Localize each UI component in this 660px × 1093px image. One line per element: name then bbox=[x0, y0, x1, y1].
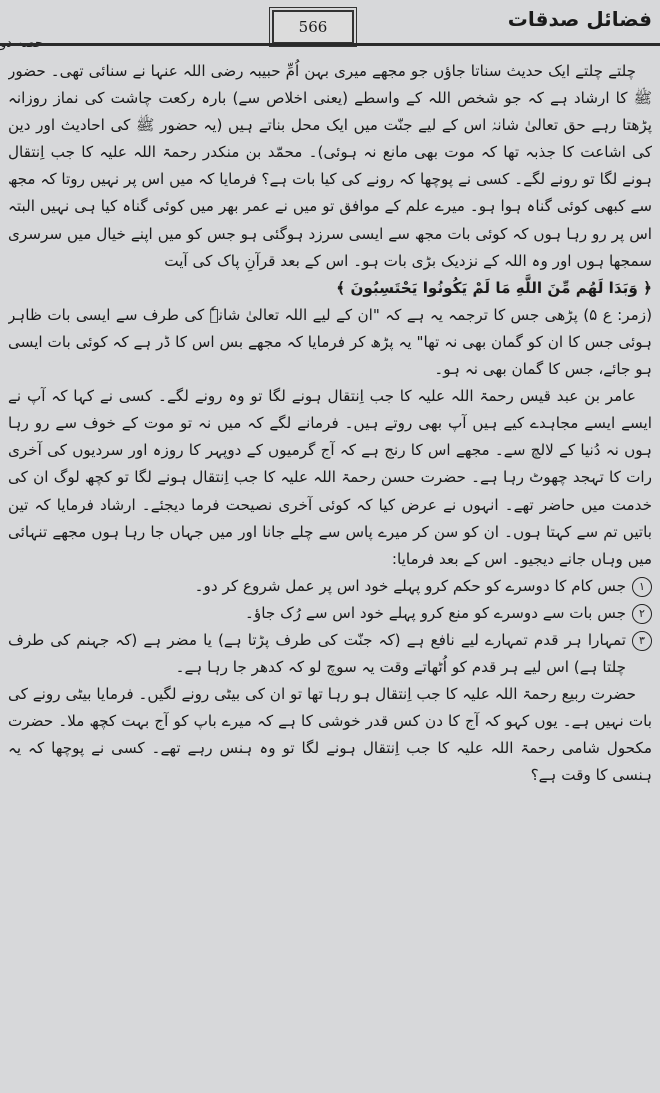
list-item bbox=[8, 600, 652, 627]
list-item-text: تمہارا ہر قدم تمہارے لیے نافع ہے (کہ جنّت کی طرف پڑتا ہے) یا مضر ہے (کہ جہنم کی طرف چلتا ہے) اس لیے ہر قدم کو اُٹھاتے وقت یہ سوچ لو کہ کدھر جا رہا ہے۔ bbox=[8, 630, 626, 677]
list-item bbox=[8, 627, 652, 681]
list-number-circle: ۳ bbox=[632, 631, 652, 651]
book-title: فضائل صدقات bbox=[507, 7, 652, 31]
page-body bbox=[8, 58, 652, 1085]
quran-verse: ﴿ وَبَدَا لَهُم مِّنَ اللَّهِ مَا لَمْ يَكُونُوا يَحْتَسِبُونَ ﴾ bbox=[336, 278, 652, 297]
list-item bbox=[8, 573, 652, 600]
header-divider bbox=[0, 43, 660, 46]
page-number-box: 566 bbox=[272, 10, 354, 44]
paragraph: عامر بن عبد قیس رحمۃ اللہ علیہ کا جب اِنتقال ہونے لگا تو وہ رونے لگے۔ کسی نے کہا کہ آپ نے ایسے ایسے مجاہدے کیے ہیں آپ بھی روتے ہیں۔ فرمانے لگے کہ میں نہ تو موت کے خوف سے رو رہا ہوں نہ دُنیا کے لالچ سے۔ مجھے اس کا رنج ہے کہ آج گرمیوں کے دوپہر کا روزہ اور سردیوں کی آخری رات کا تہجد چھوٹ رہا ہے۔ حضرت حسن رحمۃ اللہ علیہ کا جب اِنتقال ہونے لگا تو کچھ لوگ ان کی خدمت میں حاضر تھے۔ انہوں نے عرض کیا کہ کوئی آخری نصیحت فرما دیجئے۔ ارشاد فرمایا کہ تین باتیں تم سے کہتا ہوں۔ ان کو سن کر میرے پاس سے چلے جانا اور میں جہاں جا رہا ہوں مجھے تنہائی میں وہاں جانے دیجیو۔ اس کے بعد فرمایا: bbox=[8, 387, 652, 568]
list-item-text: جس بات سے دوسرے کو منع کرو پہلے خود اس سے رُک جاؤ۔ bbox=[245, 603, 626, 622]
list-number-circle: ۱ bbox=[632, 577, 652, 597]
paragraph: (زمر: ع ۵) پڑھی جس کا ترجمہ یہ ہے کہ "ان کے لیے اللہ تعالیٰ شانہٗ کی طرف سے ایسی بات ظاہر ہوئی جس کا ان کو گمان بھی نہ تھا" یہ پڑھ کر فرمایا کہ مجھے بس اس کا ڈر ہے کہ کوئی بات ایسی ہو جائے، جس کا گمان بھی نہ ہو۔ bbox=[8, 305, 652, 379]
advice-list bbox=[8, 573, 652, 681]
paragraph: چلتے چلتے ایک حدیث سناتا جاؤں جو مجھے میری بہن اُمِّ حبیبہ رضی اللہ عنہا نے سنائی تھی۔ حضور ﷺ کا ارشاد ہے کہ جو شخص اللہ کے واسطے (یعنی اخلاص سے) بارہ رکعت چاشت کی نماز روزانہ پڑھتا رہے حق تعالیٰ شانہٗ اس کے لیے جنّت میں ایک محل بناتے ہیں (یہ حضور ﷺ کی احادیث اور دین کی اشاعت کا جذبہ تھا کہ موت بھی مانع نہ ہوئی)۔ محمّد بن منکدر رحمۃ اللہ علیہ کا جب اِنتقال ہونے لگا تو رونے لگے۔ کسی نے پوچھا کہ رونے کی کیا بات ہے؟ فرمایا کہ میں اس پر نہیں روتا کہ مجھ سے کبھی کوئی گناہ ہوا ہو۔ میرے علم کے موافق تو میں نے عمر بھر میں کوئی گناہ کیا ہی نہیں البتہ اس پر رو رہا ہوں کہ کوئی بات مجھ سے ایسی سرزد ہوگئی ہو جس کو میں اپنے خیال میں سرسری سمجھا ہوں اور وہ اللہ کے نزدیک بڑی بات ہو۔ اس کے بعد قرآنِ پاک کی آیت bbox=[8, 62, 652, 270]
list-item-text: جس کام کا دوسرے کو حکم کرو پہلے خود اس پر عمل شروع کر دو۔ bbox=[194, 576, 626, 595]
list-number-circle: ۲ bbox=[632, 604, 652, 624]
paragraph: حضرت ربیع رحمۃ اللہ علیہ کا جب اِنتقال ہو رہا تھا تو ان کی بیٹی رونے لگیں۔ فرمایا بیٹی رونے کی بات نہیں ہے۔ یوں کہو کہ آج کا دن کس قدر خوشی کا ہے کہ میرے باپ کو آج بہت کچھ ملا۔ حضرت مکحول شامی رحمۃ اللہ علیہ کا جب اِنتقال ہونے لگا تو وہ ہنس رہے تھے۔ کسی نے پوچھا کہ یہ ہنسی کا وقت ہے؟ bbox=[8, 685, 652, 785]
